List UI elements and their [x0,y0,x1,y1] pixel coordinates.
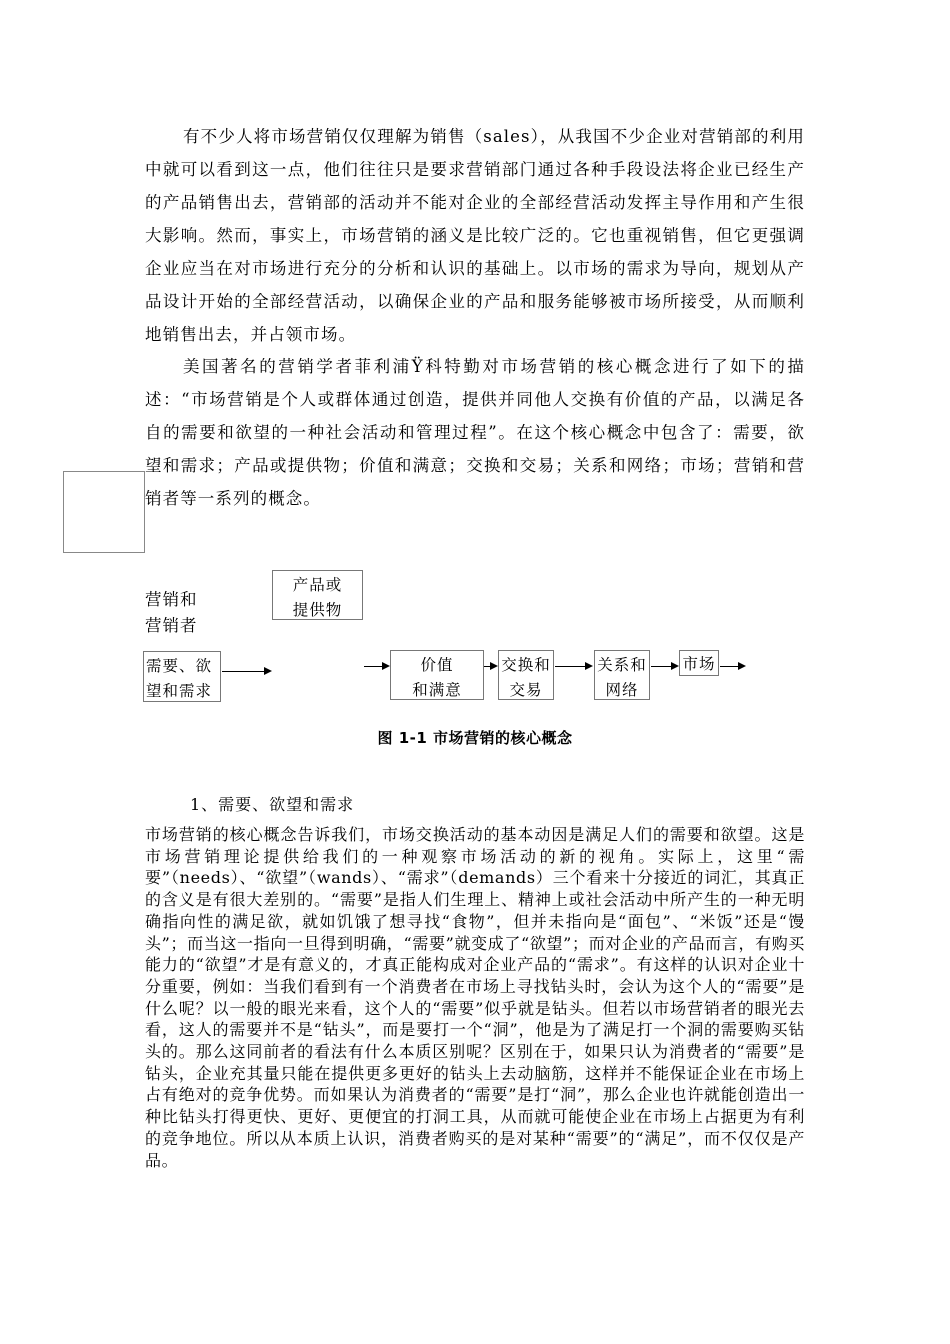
arrow-head-icon [264,667,272,675]
arrow-head-icon [671,662,679,670]
empty-frame [63,471,145,553]
arrow-line [651,666,671,667]
section-heading: 1、需要、欲望和需求 [190,795,355,814]
exchange-box: 交换和 交易 [498,650,554,700]
needs-box: 需要、欲 望和需求 [143,651,221,702]
paragraph-marketing-vs-sales: 有不少人将市场营销仅仅理解为销售（sales），从我国不少企业对营销部的利用中就可以看到这一点，他们往往只是要求营销部门通过各种手段设法将企业已经生产的产品销售出去，营销部的活动并不能对企业的全部经营活动发挥主导作用和产生很大影响。然而，事实上，市场营销的涵义是比较广泛的。它也重视销售，但它更强调企业应当在对市场进行充分的分析和认识的基础上。以市场的需求为导向，规划从产品设计开始的全部经营活动，以确保企业的产品和服务能够被市场所接受，从而顺利地销售出去，并占领市场。 [145,127,805,344]
arrow-head-icon [490,662,498,670]
paragraph-kotler-definition: 美国著名的营销学者菲利浦Ÿ科特勤对市场营销的核心概念进行了如下的描述：“市场营销是个人或群体通过创造，提供并同他人交换有价值的产品，以满足各自的需要和欲望的一种社会活动和管理过程”。在这个核心概念中包含了：需要，欲望和需求；产品或提供物；价值和满意；交换和交易；关系和网络；市场；营销和营销者等一系列的概念。 [145,357,805,508]
marketer-label: 营销和 营销者 [145,590,198,635]
section-body: 市场营销的核心概念告诉我们，市场交换活动的基本动因是满足人们的需要和欲望。这是市场营销理论提供给我们的一种观察市场活动的新的视角。实际上，这里“需要”（needs）、“欲望”（wands）、“需求”（demands）三个看来十分接近的词汇，其真正的含义是有很大差别的。“需要”是指人们生理上、精神上或社会活动中所产生的一种无明确指向性的满足欲，就如饥饿了想寻找“食物”，但并未指向是“面包”、“米饭”还是“馒头”；而当这一指向一旦得到明确，“需要”就变成了“欲望”；而对企业的产品而言，有购买能力的“欲望”才是有意义的，才真正能构成对企业产品的“需求”。有这样的认识对企业十分重要，例如：当我们看到有一个消费者在市场上寻找钻头时，会认为这个人的“需要”是什么呢？以一般的眼光来看，这个人的“需要”似乎就是钻头。但若以市场营销者的眼光去看，这人的需要并不是“钻头”，而是要打一个“洞”，他是为了满足打一个洞的需要购买钻头的。那么这同前者的看法有什么本质区别呢？区别在于，如果只认为消费者的“需要”是钻头，企业充其量只能在提供更多更好的钻头上去动脑筋，这样并不能保证企业在市场上占有绝对的竞争优势。而如果认为消费者的“需要”是打“洞”，那么企业也许就能创造出一种比钻头打得更快、更好、更便宜的打洞工具，从而就可能使企业在市场上占据更为有利的竞争地位。所以从本质上认识，消费者购买的是对某种“需要”的“满足”，而不仅仅是产品。 [145,825,805,1170]
value-box: 价值 和满意 [390,650,484,700]
arrow-head-icon [382,662,390,670]
relation-box: 关系和 网络 [594,650,650,700]
market-box: 市场 [679,650,719,676]
arrow-line [222,671,264,672]
arrow-line [555,666,585,667]
arrow-head-icon [585,662,593,670]
arrow-line [364,666,382,667]
arrow-head-icon [738,662,746,670]
arrow-line [720,666,738,667]
product-box: 产品或 提供物 [272,570,363,620]
figure-caption: 图 1-1 市场营销的核心概念 [377,729,573,747]
